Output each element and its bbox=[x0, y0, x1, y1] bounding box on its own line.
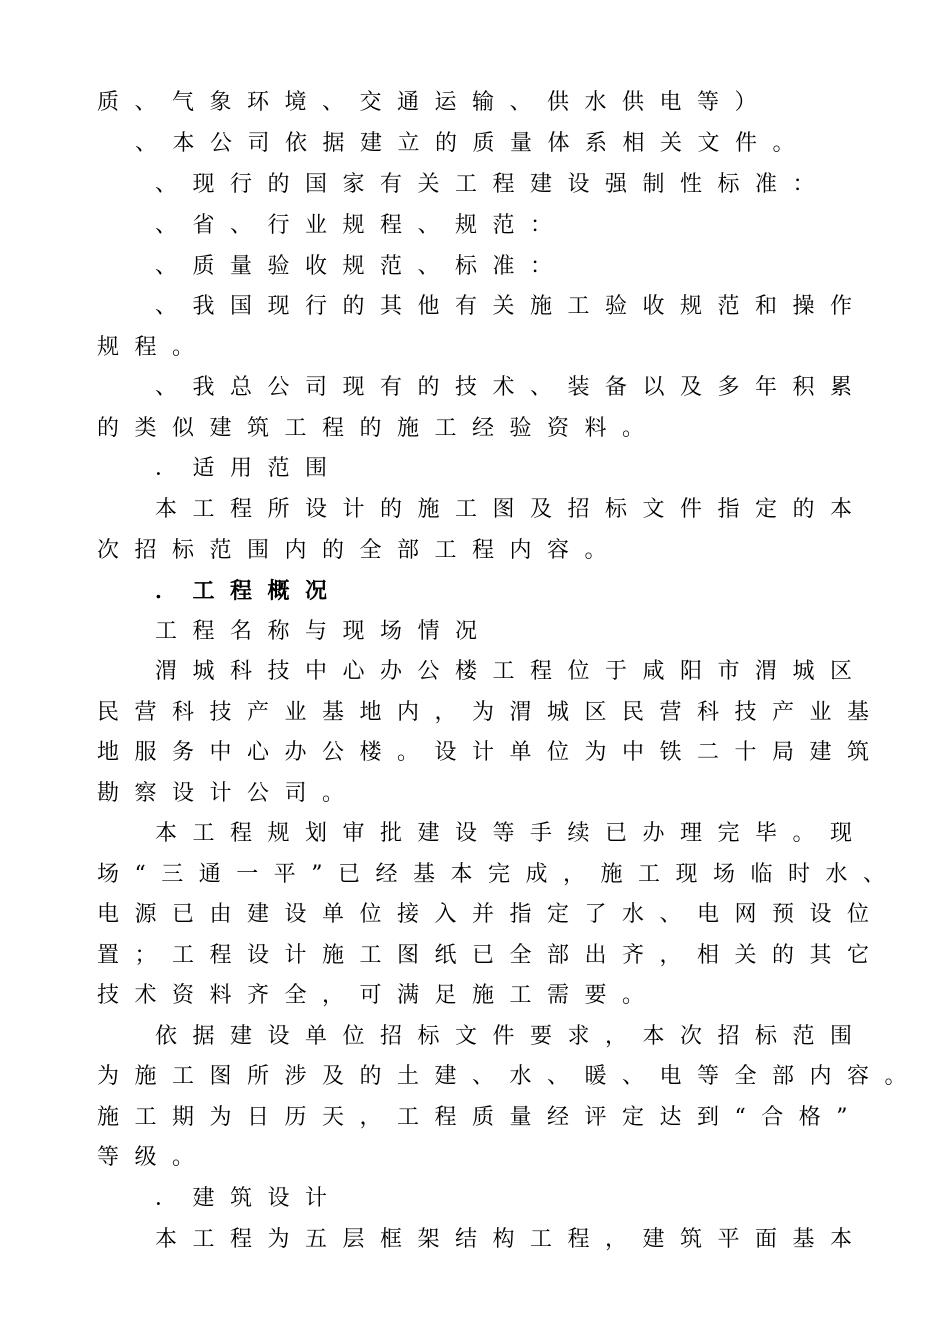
text-line-3: 、现行的国家有关工程建设强制性标准： bbox=[155, 172, 831, 197]
text-line-29: 本工程为五层框架结构工程，建筑平面基本 bbox=[155, 1227, 868, 1252]
section-heading-overview: ．工程概况 bbox=[155, 578, 343, 604]
text-line-9: 的类似建筑工程的施工经验资料。 bbox=[97, 416, 660, 441]
text-line-7: 规程。 bbox=[97, 335, 210, 360]
text-line-16: 民营科技产业基地内，为渭城区民营科技产业基 bbox=[97, 700, 885, 725]
text-line-24: 依据建设单位招标文件要求，本次招标范围 bbox=[155, 1024, 868, 1049]
text-line-2: 、本公司依据建立的质量体系相关文件。 bbox=[135, 131, 811, 156]
text-line-5: 、质量验收规范、标准： bbox=[155, 254, 568, 279]
text-line-26: 施工期为日历天，工程质量经评定达到“合格” bbox=[97, 1105, 863, 1130]
text-line-27: 等级。 bbox=[97, 1145, 210, 1170]
text-line-23: 技术资料齐全，可满足施工需要。 bbox=[97, 983, 660, 1008]
subsection-heading-site: 工程名称与现场情况 bbox=[155, 619, 493, 644]
text-line-6: 、我国现行的其他有关施工验收规范和操作 bbox=[155, 294, 868, 319]
section-heading-architecture: ．建筑设计 bbox=[155, 1186, 343, 1211]
text-line-25: 为施工图所涉及的土建、水、暖、电等全部内容。 bbox=[97, 1064, 923, 1089]
text-line-17: 地服务中心办公楼。设计单位为中铁二十局建筑 bbox=[97, 740, 885, 765]
text-line-22: 置；工程设计施工图纸已全部出齐，相关的其它 bbox=[97, 943, 885, 968]
text-line-11: 本工程所设计的施工图及招标文件指定的本 bbox=[155, 497, 868, 522]
text-line-19: 本工程规划审批建设等手续已办理完毕。现 bbox=[155, 821, 868, 846]
text-line-21: 电源已由建设单位接入并指定了水、电网预设位 bbox=[97, 902, 885, 927]
text-line-1: 质、气象环境、交通运输、供水供电等） bbox=[97, 90, 773, 115]
text-line-20: 场“三通一平”已经基本完成，施工现场临时水、 bbox=[97, 862, 901, 887]
text-line-18: 勘察设计公司。 bbox=[97, 781, 360, 806]
text-line-15: 渭城科技中心办公楼工程位于咸阳市渭城区 bbox=[155, 659, 868, 684]
text-line-12: 次招标范围内的全部工程内容。 bbox=[97, 538, 623, 563]
text-line-4: 、省、行业规程、规范： bbox=[155, 213, 568, 238]
section-heading-scope: ．适用范围 bbox=[155, 456, 343, 481]
text-line-8: 、我总公司现有的技术、装备以及多年积累 bbox=[155, 375, 868, 400]
